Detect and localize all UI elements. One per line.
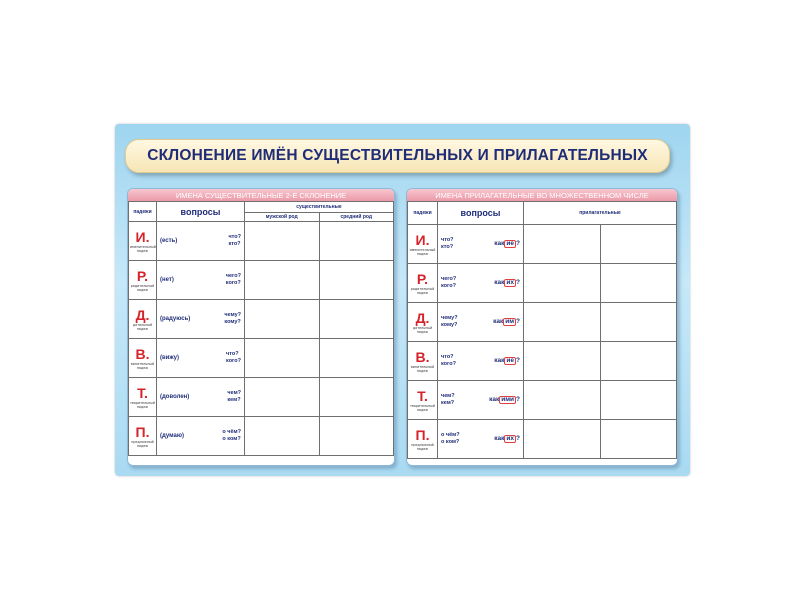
- questions-wrap: [441, 276, 520, 290]
- question-mark: ?: [516, 435, 520, 442]
- case-letter: И.: [415, 231, 430, 248]
- question: что?: [228, 234, 241, 240]
- case-letter: В.: [135, 345, 150, 362]
- table-row: [408, 342, 677, 381]
- adjective-stem: как: [494, 357, 505, 364]
- table-row: [129, 300, 394, 339]
- case-letter: П.: [415, 426, 430, 443]
- neut-empty-cell[interactable]: [319, 261, 394, 300]
- adjective-stem: как: [489, 396, 500, 403]
- question: кого?: [441, 361, 456, 367]
- table-row: [129, 417, 394, 456]
- question-pair: [228, 234, 241, 248]
- questions-wrap: [160, 429, 241, 443]
- questions-cell: [438, 381, 524, 420]
- case-cell: [408, 264, 438, 303]
- questions-cell: [157, 261, 245, 300]
- question: кем?: [227, 397, 241, 403]
- questions-cell: [157, 417, 245, 456]
- case-name: винительный падеж: [130, 361, 155, 370]
- case-letter: Т.: [137, 384, 148, 401]
- col-cases-header: падежи: [408, 202, 438, 225]
- adjectives-panel: [406, 188, 678, 466]
- masc-empty-cell[interactable]: [245, 378, 320, 417]
- question: кого?: [225, 280, 241, 286]
- adjective-stem: как: [493, 318, 504, 325]
- question: о чём?: [441, 432, 460, 438]
- masc-empty-cell[interactable]: [245, 261, 320, 300]
- question-mark: ?: [516, 357, 520, 364]
- question-pair: [441, 315, 458, 329]
- question-pair: [441, 276, 456, 290]
- case-letter: Р.: [416, 270, 429, 287]
- adjective-ending: ие: [506, 357, 515, 364]
- nouns-table: [128, 201, 394, 456]
- questions-wrap: [160, 351, 241, 365]
- questions-cell: [438, 420, 524, 459]
- question: что?: [441, 354, 454, 360]
- adjectives-table: [407, 201, 677, 459]
- adjective-question: [494, 240, 520, 248]
- questions-cell: [438, 264, 524, 303]
- question: кого?: [226, 358, 241, 364]
- question: чему?: [441, 315, 458, 321]
- question-mark: ?: [516, 279, 520, 286]
- table-row: [129, 339, 394, 378]
- question: что?: [441, 237, 454, 243]
- adj-empty-cell[interactable]: [524, 381, 601, 420]
- table-row: [408, 420, 677, 459]
- adjective-ending: их: [506, 279, 515, 286]
- questions-cell: [438, 303, 524, 342]
- neut-empty-cell[interactable]: [319, 378, 394, 417]
- case-name: дательный падеж: [412, 325, 433, 334]
- case-letter: Т.: [417, 387, 428, 404]
- questions-cell: [438, 342, 524, 381]
- question-pair: [226, 351, 241, 365]
- questions-wrap: [160, 390, 241, 404]
- questions-cell: [438, 225, 524, 264]
- adj-empty-cell[interactable]: [600, 381, 677, 420]
- case-letter: Д.: [135, 306, 150, 323]
- questions-wrap: [441, 237, 520, 251]
- case-cell: [408, 342, 438, 381]
- question: кому?: [441, 322, 458, 328]
- table-row: [129, 222, 394, 261]
- question-pair: [226, 273, 241, 287]
- case-name: творительный падеж: [130, 400, 156, 409]
- question: о ком?: [222, 436, 241, 442]
- case-cell: [129, 339, 157, 378]
- adj-empty-cell[interactable]: [600, 225, 677, 264]
- adjective-ending: их: [506, 435, 515, 442]
- poster: [115, 124, 690, 476]
- question-mark: ?: [516, 396, 520, 403]
- adj-empty-cell[interactable]: [524, 303, 601, 342]
- case-name: именительный падеж: [130, 244, 156, 253]
- masc-empty-cell[interactable]: [245, 222, 320, 261]
- neut-empty-cell[interactable]: [319, 339, 394, 378]
- table-row: [129, 378, 394, 417]
- aux-word: (вижу): [160, 355, 179, 361]
- case-cell: [408, 420, 438, 459]
- table-row: [408, 225, 677, 264]
- adjective-ending: им: [505, 318, 515, 325]
- col-nouns-header: существительные: [245, 202, 394, 213]
- questions-cell: [157, 339, 245, 378]
- adj-empty-cell[interactable]: [600, 303, 677, 342]
- col-adjectives-header: прилагательные: [524, 202, 677, 225]
- questions-wrap: [441, 315, 520, 329]
- adjective-stem: как: [494, 279, 505, 286]
- case-cell: [129, 300, 157, 339]
- table-row: [129, 261, 394, 300]
- adj-empty-cell[interactable]: [600, 420, 677, 459]
- aux-word: (есть): [160, 238, 178, 244]
- case-name: родительный падеж: [130, 283, 155, 292]
- case-cell: [129, 261, 157, 300]
- case-cell: [129, 417, 157, 456]
- neut-empty-cell[interactable]: [319, 417, 394, 456]
- adjective-question: [494, 279, 520, 287]
- case-name: предложный падеж: [131, 439, 154, 448]
- questions-cell: [157, 222, 245, 261]
- question: что?: [226, 351, 239, 357]
- case-cell: [129, 378, 157, 417]
- adjective-stem: как: [494, 240, 505, 247]
- adjectives-panel-header: ИМЕНА ПРИЛАГАТЕЛЬНЫЕ ВО МНОЖЕСТВЕННОМ ЧИСЛЕ: [407, 189, 677, 201]
- adj-empty-cell[interactable]: [524, 264, 601, 303]
- question-pair: [441, 237, 454, 251]
- questions-cell: [157, 378, 245, 417]
- adjective-ending: ие: [506, 240, 515, 247]
- case-letter: В.: [415, 348, 430, 365]
- col-questions-header: вопросы: [438, 202, 524, 225]
- case-cell: [129, 222, 157, 261]
- table-row: [408, 264, 677, 303]
- masc-empty-cell[interactable]: [245, 339, 320, 378]
- adj-empty-cell[interactable]: [600, 342, 677, 381]
- case-cell: [408, 381, 438, 420]
- question: о ком?: [441, 439, 460, 445]
- questions-wrap: [160, 234, 241, 248]
- col-masc-header: мужской род: [245, 213, 320, 222]
- case-name: родительный падеж: [410, 286, 435, 295]
- case-name: именительный падеж: [409, 247, 436, 256]
- question: чего?: [441, 276, 457, 282]
- case-cell: [408, 225, 438, 264]
- question: чем?: [441, 393, 455, 399]
- aux-word: (думаю): [160, 433, 184, 439]
- case-name: предложный падеж: [411, 442, 434, 451]
- questions-cell: [157, 300, 245, 339]
- case-cell: [408, 303, 438, 342]
- questions-wrap: [441, 393, 520, 407]
- question-pair: [224, 312, 241, 326]
- adj-empty-cell[interactable]: [524, 342, 601, 381]
- question-pair: [441, 432, 460, 446]
- neut-empty-cell[interactable]: [319, 222, 394, 261]
- case-name: дательный падеж: [132, 322, 153, 331]
- case-letter: Д.: [415, 309, 430, 326]
- case-letter: Р.: [136, 267, 149, 284]
- nouns-panel: [127, 188, 395, 466]
- adjective-question: [494, 357, 520, 365]
- adjective-question: [489, 396, 520, 404]
- case-letter: И.: [135, 228, 150, 245]
- aux-word: (радуюсь): [160, 316, 191, 322]
- col-cases-header: падежи: [129, 202, 157, 222]
- question: чего?: [225, 273, 241, 279]
- question-mark: ?: [516, 318, 520, 325]
- question-mark: ?: [516, 240, 520, 247]
- title-banner: [125, 139, 670, 173]
- poster-title: СКЛОНЕНИЕ ИМЁН СУЩЕСТВИТЕЛЬНЫХ И ПРИЛАГАТЕЛЬНЫХ: [147, 147, 648, 164]
- questions-wrap: [160, 312, 241, 326]
- question-pair: [227, 390, 241, 404]
- masc-empty-cell[interactable]: [245, 300, 320, 339]
- question: кого?: [441, 283, 456, 289]
- questions-wrap: [160, 273, 241, 287]
- col-questions-header: вопросы: [157, 202, 245, 222]
- question: кем?: [441, 400, 455, 406]
- col-neut-header: средний род: [319, 213, 394, 222]
- adjective-question: [494, 435, 520, 443]
- question: чему?: [224, 312, 241, 318]
- adjective-ending: ими: [501, 396, 515, 403]
- case-name: винительный падеж: [410, 364, 435, 373]
- questions-wrap: [441, 354, 520, 368]
- question: о чём?: [222, 429, 241, 435]
- question: кому?: [224, 319, 241, 325]
- adj-empty-cell[interactable]: [524, 225, 601, 264]
- table-row: [408, 303, 677, 342]
- aux-word: (доволен): [160, 394, 190, 400]
- questions-wrap: [441, 432, 520, 446]
- question-pair: [222, 429, 241, 443]
- question-pair: [441, 354, 456, 368]
- case-name: творительный падеж: [409, 403, 436, 412]
- nouns-panel-header: ИМЕНА СУЩЕСТВИТЕЛЬНЫЕ 2-Е СКЛОНЕНИЕ: [128, 189, 394, 201]
- aux-word: (нет): [160, 277, 174, 283]
- neut-empty-cell[interactable]: [319, 300, 394, 339]
- adjective-stem: как: [494, 435, 505, 442]
- adj-empty-cell[interactable]: [524, 420, 601, 459]
- question: кто?: [441, 244, 454, 250]
- question: кто?: [228, 241, 241, 247]
- masc-empty-cell[interactable]: [245, 417, 320, 456]
- adjective-question: [493, 318, 520, 326]
- table-row: [408, 381, 677, 420]
- adj-empty-cell[interactable]: [600, 264, 677, 303]
- case-letter: П.: [135, 423, 150, 440]
- question-pair: [441, 393, 455, 407]
- question: чем?: [227, 390, 241, 396]
